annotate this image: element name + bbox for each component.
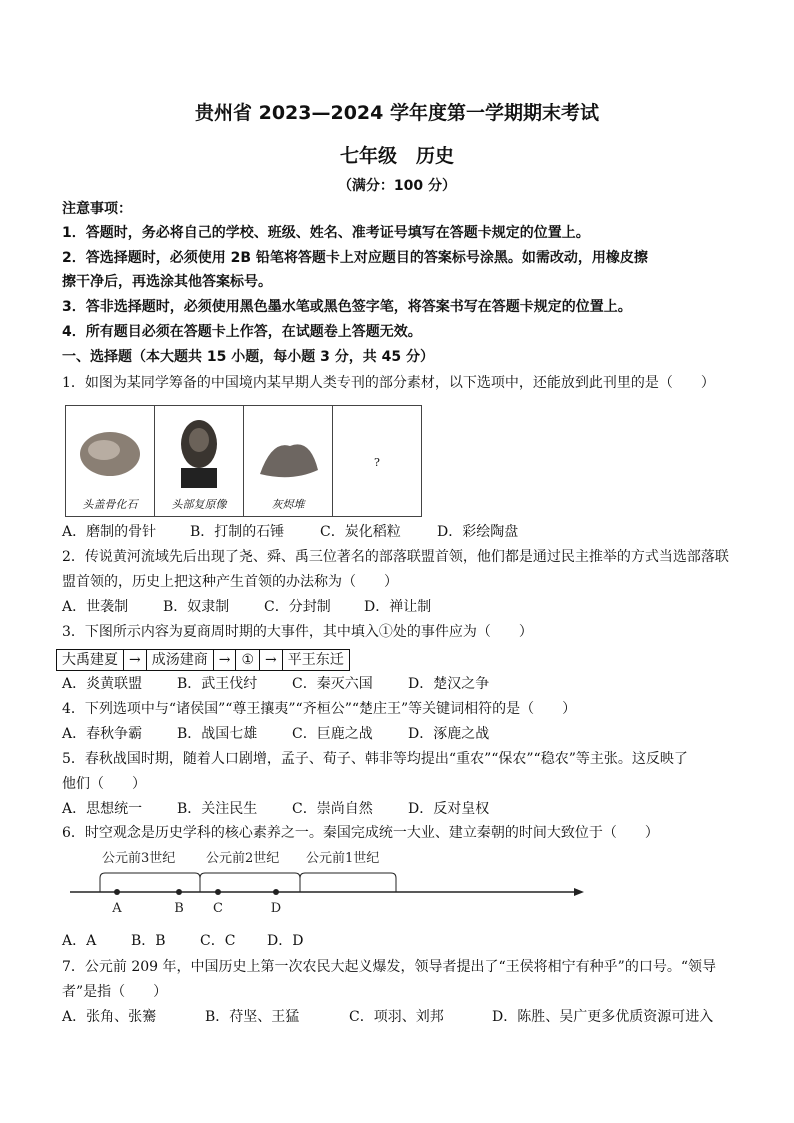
question-2-stem: 2．传说黄河流域先后出现了尧、舜、禹三位著名的部落联盟首领，他们都是通过民主推举的方式当选部落联 (62, 549, 729, 565)
q5-option-a: A．思想统一 (62, 801, 143, 817)
q2-option-d: D．禅让制 (364, 599, 432, 615)
note-item: 2．答选择题时，必须使用 2B 铅笔将答题卡上对应题目的答案标号涂黑。如需改动，用橡皮擦 (62, 250, 648, 266)
dynasty-flow-chart (57, 649, 350, 671)
century-label: 公元前3世纪 (102, 851, 176, 866)
head-reconstruction-photo (154, 405, 244, 517)
q5-option-b: B．关注民生 (177, 801, 258, 817)
notes-heading: 注意事项： (62, 201, 132, 217)
q6-option-d: D．D (267, 933, 304, 949)
q4-option-b: B．战国七雄 (177, 726, 258, 742)
q2-option-b: B．奴隶制 (163, 599, 230, 615)
timeline-label: B (174, 901, 184, 916)
question-4-stem: 4．下列选项中与“诸侯国”“尊王攘夷”“齐桓公”“楚庄王”等关键词相符的是（ ） (62, 701, 577, 717)
skull-icon (74, 412, 146, 490)
q4-option-d: D．涿鹿之战 (408, 726, 490, 742)
skull-fossil-photo (65, 405, 155, 517)
ash-pile-icon (252, 412, 324, 490)
question-1-stem: 1．如图为某同学筹备的中国境内某早期人类专刊的部分素材，以下选项中，还能放到此刊里的是（ ） (62, 375, 715, 391)
q5-option-c: C．崇尚自然 (292, 801, 373, 817)
flow-box: 平王东迁 (282, 649, 350, 671)
q1-option-b: B．打制的石锤 (190, 524, 285, 540)
q3-option-b: B．武王伐纣 (177, 676, 258, 692)
q2-option-c: C．分封制 (264, 599, 331, 615)
q1-option-d: D．彩绘陶盘 (437, 524, 519, 540)
caption: 头部复原像 (171, 498, 227, 511)
q2-option-a: A．世袭制 (62, 599, 129, 615)
q6-option-c: C．C (200, 933, 236, 949)
question-5-stem-cont: 他们（ ） (62, 776, 146, 792)
century-timeline (62, 848, 592, 922)
note-item: 3．答非选择题时，必须使用黑色墨水笔或黑色签字笔，将答案书写在答题卡规定的位置上。 (62, 299, 632, 315)
flow-box: 成汤建商 (146, 649, 214, 671)
question-7-stem-cont: 者”是指（ ） (62, 984, 168, 1000)
timeline-arrowhead (574, 888, 584, 896)
timeline-label: C (213, 901, 223, 916)
q4-option-c: C．巨鹿之战 (292, 726, 373, 742)
full-score: （满分：100 分） (337, 178, 457, 194)
question-3-stem: 3．下图所示内容为夏商周时期的大事件，其中填入①处的事件应为（ ） (62, 624, 533, 640)
caption: 头盖骨化石 (82, 498, 138, 511)
question-mark: ? (374, 456, 380, 469)
question-5-stem: 5．春秋战国时期，随着人口剧增，孟子、荀子、韩非等均提出“重农”“保农”“稳农”等主张。这反映了 (62, 751, 688, 767)
q5-option-d: D．反对皇权 (408, 801, 490, 817)
ash-pile-photo (243, 405, 333, 517)
flow-box: 大禹建夏 (56, 649, 124, 671)
q3-option-c: C．秦灭六国 (292, 676, 373, 692)
q7-option-d: D．陈胜、吴广更多优质资源可进入 (492, 1009, 714, 1025)
timeline-label: A (112, 901, 122, 916)
flow-arrow: → (123, 649, 147, 671)
q6-option-a: A．A (62, 933, 97, 949)
flow-arrow: → (259, 649, 283, 671)
timeline-point-d (273, 889, 279, 895)
q1-option-a: A．磨制的骨针 (62, 524, 157, 540)
q1-option-c: C．炭化稻粒 (320, 524, 401, 540)
timeline-point-b (176, 889, 182, 895)
question-6-stem: 6．时空观念是历史学科的核心素养之一。秦国完成统一大业、建立秦朝的时间大致位于（ ） (62, 825, 659, 841)
q7-option-c: C．项羽、刘邦 (349, 1009, 444, 1025)
q3-option-d: D．楚汉之争 (408, 676, 490, 692)
note-item: 1．答题时，务必将自己的学校、班级、姓名、准考证号填写在答题卡规定的位置上。 (62, 225, 590, 241)
century-label: 公元前2世纪 (206, 851, 280, 866)
q7-option-a: A．张角、张騫 (62, 1009, 157, 1025)
century-label: 公元前1世纪 (306, 851, 380, 866)
question-7-stem: 7．公元前 209 年，中国历史上第一次农民大起义爆发，领导者提出了“王侯将相宁有种乎”的口号。“领导 (62, 959, 716, 975)
q3-option-a: A．炎黄联盟 (62, 676, 143, 692)
bust-icon (163, 412, 235, 490)
flow-arrow: → (213, 649, 237, 671)
exam-title: 贵州省 2023—2024 学年度第一学期期末考试 (195, 102, 599, 124)
q7-option-b: B．苻坚、王猛 (205, 1009, 300, 1025)
q6-option-b: B．B (131, 933, 166, 949)
caption: 灰烬堆 (271, 498, 305, 511)
q4-option-a: A．春秋争霸 (62, 726, 143, 742)
note-item: 4．所有题目必须在答题卡上作答，在试题卷上答题无效。 (62, 324, 422, 340)
question-1-image-strip (66, 405, 422, 515)
question-2-stem-cont: 盟首领的，历史上把这种产生首领的办法称为（ ） (62, 574, 398, 590)
exam-subtitle: 七年级 历史 (339, 145, 454, 167)
unknown-photo-slot (332, 405, 422, 517)
timeline-point-a (114, 889, 120, 895)
flow-box-blank: ① (235, 649, 260, 671)
timeline-label: D (270, 901, 282, 916)
timeline-point-c (215, 889, 221, 895)
note-item: 擦干净后，再选涂其他答案标号。 (62, 274, 272, 290)
section-heading: 一、选择题（本大题共 15 小题，每小题 3 分，共 45 分） (62, 349, 434, 365)
